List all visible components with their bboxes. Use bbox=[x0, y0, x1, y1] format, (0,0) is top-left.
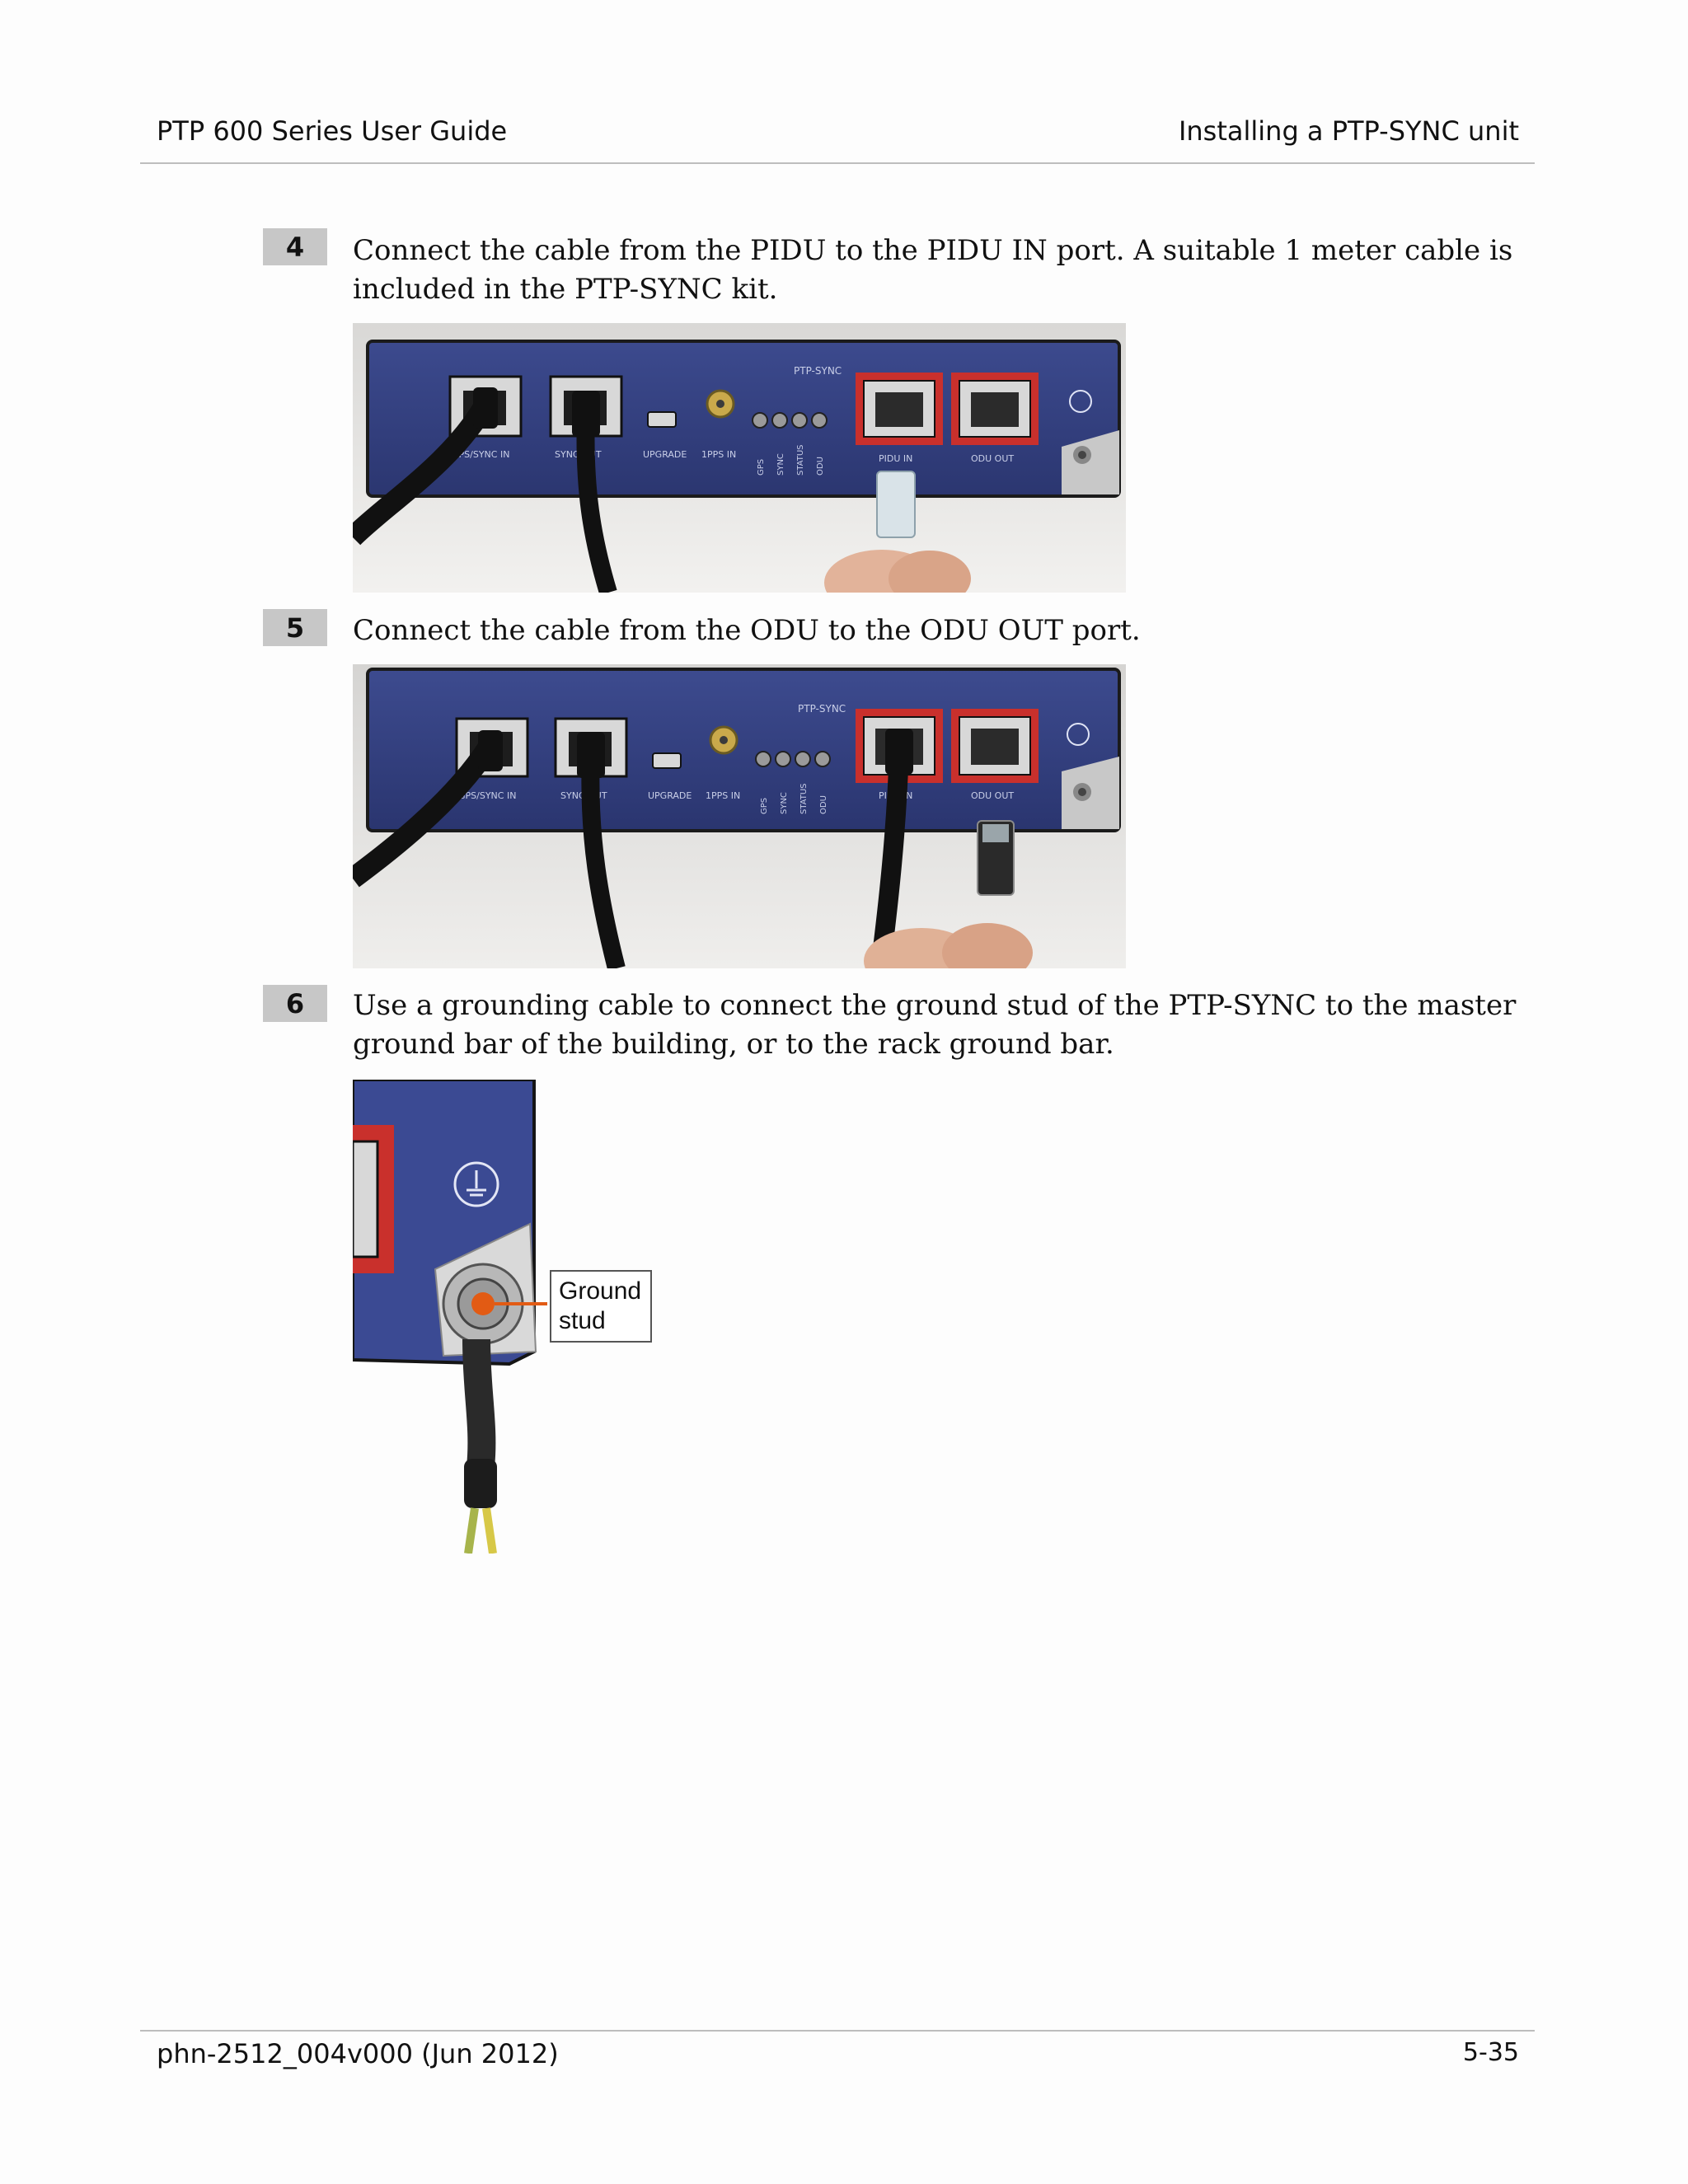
photo-ground-stud bbox=[353, 1080, 666, 1554]
label-upgrade: UPGRADE bbox=[643, 449, 687, 460]
label-led-gps: GPS bbox=[760, 797, 769, 814]
device-brand-label: PTP-SYNC bbox=[798, 703, 846, 715]
label-led-sync: SYNC bbox=[776, 453, 785, 476]
step-number-4: 4 bbox=[263, 228, 327, 265]
step-text-5: Connect the cable from the ODU to the ODU OUT port. bbox=[353, 614, 1141, 647]
running-header-title: PTP 600 Series User Guide bbox=[157, 115, 508, 147]
label-pidu-in: PIDU IN bbox=[879, 453, 913, 464]
label-1pps-in: 1PPS IN bbox=[706, 790, 741, 801]
label-led-sync: SYNC bbox=[780, 792, 789, 814]
device-brand-label: PTP-SYNC bbox=[794, 365, 842, 377]
step-text-4: Connect the cable from the PIDU to the PIDU IN port. A suitable 1 meter cable is included in the PTP-SYNC kit. bbox=[353, 234, 1513, 306]
step-number-5: 5 bbox=[263, 609, 327, 646]
step-number-6: 6 bbox=[263, 985, 327, 1022]
callout-stud: stud bbox=[559, 1307, 606, 1334]
running-header-section: Installing a PTP-SYNC unit bbox=[1178, 115, 1519, 147]
header-divider bbox=[140, 162, 1535, 164]
label-pidu-in: PIDU IN bbox=[879, 790, 913, 801]
label-led-status: STATUS bbox=[799, 783, 809, 814]
label-led-gps: GPS bbox=[757, 458, 766, 476]
label-1pps-in: 1PPS IN bbox=[701, 449, 737, 460]
label-gps-sync-in: GPS/SYNC IN bbox=[452, 449, 510, 460]
label-odu-out: ODU OUT bbox=[971, 790, 1015, 801]
label-sync-out: SYNC OUT bbox=[555, 449, 602, 460]
step-text-6: Use a grounding cable to connect the ground stud of the PTP-SYNC to the master ground bar of the building, or to the rack ground bar. bbox=[353, 989, 1517, 1061]
label-led-odu: ODU bbox=[816, 457, 825, 476]
page-number: 5-35 bbox=[1462, 2038, 1519, 2067]
label-led-status: STATUS bbox=[796, 444, 805, 476]
label-odu-out: ODU OUT bbox=[971, 453, 1015, 464]
callout-ground: Ground bbox=[559, 1277, 642, 1305]
label-upgrade: UPGRADE bbox=[648, 790, 692, 801]
footer-divider bbox=[140, 2030, 1535, 2032]
label-gps-sync-in: GPS/SYNC IN bbox=[458, 790, 517, 801]
label-sync-out: SYNC OUT bbox=[560, 790, 607, 801]
label-led-odu: ODU bbox=[819, 795, 828, 814]
footer-doc-id: phn-2512_004v000 (Jun 2012) bbox=[157, 2038, 559, 2069]
photo-pidu-in-connection bbox=[353, 323, 1126, 593]
photo-odu-out-connection bbox=[353, 664, 1126, 968]
